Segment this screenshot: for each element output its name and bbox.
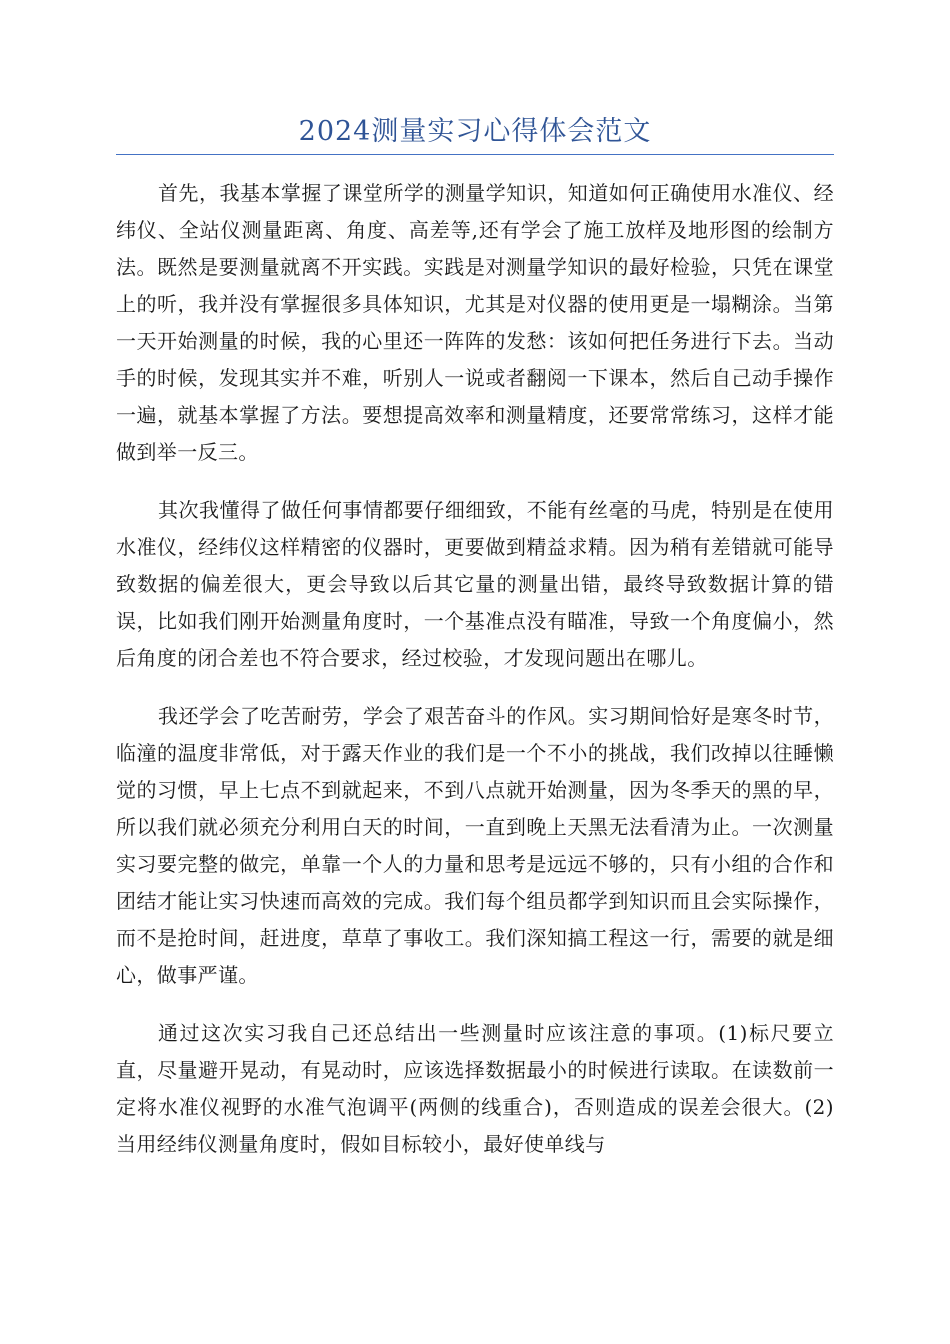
document-body [116, 175, 834, 1184]
paragraph-1: 首先，我基本掌握了课堂所学的测量学知识，知道如何正确使用水准仪、经纬仪、全站仪测量距离、角度、高差等,还有学会了施工放样及地形图的绘制方法。既然是要测量就离不开实践。实践是对测量学知识的最好检验，只凭在课堂上的听，我并没有掌握很多具体知识，尤其是对仪器的使用更是一塌糊涂。当第一天开始测量的时候，我的心里还一阵阵的发愁：该如何把任务进行下去。当动手的时候，发现其实并不难，听别人一说或者翻阅一下课本，然后自己动手操作一遍，就基本掌握了方法。要想提高效率和测量精度，还要常常练习，这样才能做到举一反三。 [116, 181, 834, 464]
paragraph-4: 通过这次实习我自己还总结出一些测量时应该注意的事项。(1)标尺要立直，尽量避开晃动，有晃动时，应该选择数据最小的时候进行读取。在读数前一定将水准仪视野的水准气泡调平(两侧的线重合)，否则造成的误差会很大。(2)当用经纬仪测量角度时，假如目标较小，最好使单线与 [116, 1021, 834, 1156]
title-underline [116, 154, 834, 155]
paragraph-2: 其次我懂得了做任何事情都要仔细细致，不能有丝毫的马虎，特别是在使用水准仪，经纬仪这样精密的仪器时，更要做到精益求精。因为稍有差错就可能导致数据的偏差很大，更会导致以后其它量的测量出错，最终导致数据计算的错误，比如我们刚开始测量角度时，一个基准点没有瞄准，导致一个角度偏小，然后角度的闭合差也不符合要求，经过校验，才发现问题出在哪儿。 [116, 498, 834, 670]
document-title: 2024测量实习心得体会范文 [298, 116, 652, 147]
paragraph-3: 我还学会了吃苦耐劳，学会了艰苦奋斗的作风。实习期间恰好是寒冬时节，临潼的温度非常低，对于露天作业的我们是一个不小的挑战，我们改掉以往睡懒觉的习惯，早上七点不到就起来，不到八点就开始测量，因为冬季天的黑的早，所以我们就必须充分利用白天的时间，一直到晚上天黑无法看清为止。一次测量实习要完整的做完，单靠一个人的力量和思考是远远不够的，只有小组的合作和团结才能让实习快速而高效的完成。我们每个组员都学到知识而且会实际操作，而不是抢时间，赶进度，草草了事收工。我们深知搞工程这一行，需要的就是细心，做事严谨。 [116, 704, 834, 987]
